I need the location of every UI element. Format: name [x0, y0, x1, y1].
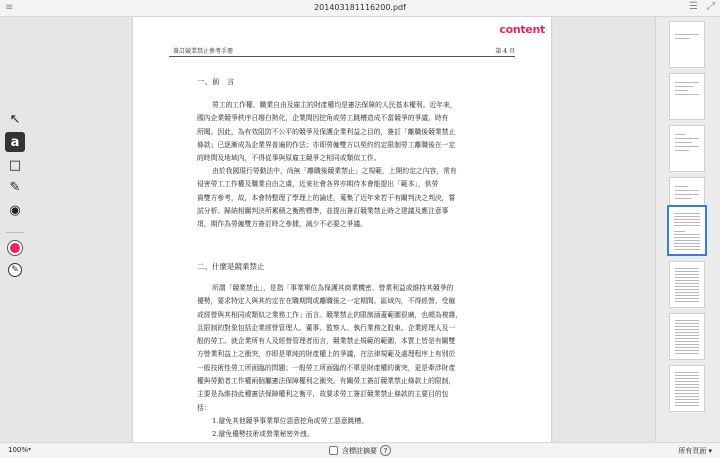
pen-tool-icon[interactable]: ✎: [9, 179, 21, 195]
page-thumbnail[interactable]: [669, 261, 705, 308]
stroke-style-icon[interactable]: ✎: [8, 263, 22, 277]
text-tool-icon[interactable]: a: [5, 132, 25, 152]
list-view-icon[interactable]: ☰: [689, 1, 698, 12]
page-thumbnail[interactable]: [669, 313, 705, 360]
zoom-dropdown-icon[interactable]: ▾: [28, 446, 32, 453]
rectangle-tool-icon[interactable]: □: [8, 157, 22, 173]
section-heading: 二、什麼是競業禁止: [197, 262, 265, 271]
status-bar: [0, 442, 720, 458]
page-thumbnail[interactable]: [669, 21, 705, 68]
title-bar: [0, 0, 720, 17]
document-canvas[interactable]: [30, 17, 655, 442]
color-picker-icon[interactable]: [8, 241, 22, 255]
select-tool-icon[interactable]: ↖: [9, 111, 21, 127]
pages-select[interactable]: 所有頁面 ▾: [678, 447, 712, 455]
page-thumbnail[interactable]: [669, 365, 705, 412]
expand-icon[interactable]: ⤢: [707, 1, 715, 12]
paragraph: 所謂「競業禁止」，是指「事業單位為保護其商業機密、營業利益或維持其競爭的 優勢，要求特定人與其約定在在職期間或離職後之一定期間、區域內，不得經營、受僱 或經營與其相同或類似之業務工作」而言。競業禁止的限制涵蓋範圍很廣，也頗為複雜， 且限制的對象包括企業經營管理人、董事、監察人、執行業務之股東、企業經理人及一 般的勞工。就企業所有人及經營管理者而言，競業禁止規範的範圍，本質上皆是有關雙 方營業利益上之衝突，亦即是單純的財產權上的爭議，在法律規範及處理程序上有別於 一般技術性勞工所面臨的問題；一般勞工所面臨的不單是財產權的衝突，更是牽涉財產 權與勞動者工作權兩個屬憲法保障權利之衝突。有關勞工簽訂競業禁止條款上的限制， 主要是為維持此種憲法保障權利之衡平，故要求勞工簽訂競業禁止條款的主要目的包 括： 1.避免其他競爭事業單位惡意挖角或勞工惡意跳槽。 2.避免優勢技術或營業秘密外洩。: [197, 282, 513, 442]
include-annotations-label: 含標註摘要: [342, 447, 377, 455]
annotation-toolbar: [0, 17, 30, 442]
page-thumbnail[interactable]: [669, 125, 705, 172]
page-thumbnail[interactable]: [669, 73, 705, 120]
window-title: 201403181116200.pdf: [314, 3, 406, 12]
paragraph: 勞工的工作權、職業自由及雇主的財產權均是憲法保障的人民基本權利。近年來， 國內企業競爭秩序日趨白熱化，企業間因挖角或勞工跳槽造成不當競爭的爭議，時有 所聞。因此，為有效阻防不公平的競爭及保護企業利益之目的，簽訂「離職後競業禁止 條款」已逐漸成為企業界普遍的作法；亦即勞僱雙方以契約約定限制勞工離職後在一定 的時間及地域內，不得從事與原雇主競爭之相同或類似工作。: [197, 101, 457, 163]
zoom-level[interactable]: 100%: [8, 446, 29, 454]
list-item: 1.避免其他競爭事業單位惡意挖角或勞工惡意跳槽。: [212, 416, 369, 425]
page-thumbnails: [655, 17, 720, 442]
menu-icon[interactable]: ≡: [5, 2, 14, 13]
help-icon[interactable]: ?: [380, 445, 391, 456]
pdf-page: [133, 17, 551, 442]
page-number: 第 4 頁: [495, 48, 515, 55]
include-annotations-checkbox[interactable]: [329, 446, 338, 455]
toolbar-divider: [6, 232, 24, 233]
section-heading: 一、前 言: [197, 77, 235, 86]
paragraph: 由於我國現行勞動法中，尚無「離職後競業禁止」之規範，上開約定之內容，常有 侵害勞工工作權及職業自由之虞，近來社會各界亦期待本會能提出「範本」，供勞 資雙方參考，故，本會特整理了學理上的論述，蒐集了近年來若干有關判決之判決，嘗 試分析、歸納相關判決所累積之衡酌標準，並提出簽訂競業禁止時之建議及應注意事 項，期作為勞僱雙方簽訂時之參據，減少不必要之爭議。: [197, 167, 457, 229]
header-rule: [169, 56, 515, 57]
content-logo: content: [499, 23, 545, 36]
running-head: 簽訂競業禁止參考手冊: [173, 48, 234, 55]
eye-icon[interactable]: ◉: [9, 202, 21, 218]
page-thumbnail-selected[interactable]: [667, 205, 707, 256]
list-item: 2.避免優勢技術或營業秘密外洩。: [212, 430, 314, 439]
